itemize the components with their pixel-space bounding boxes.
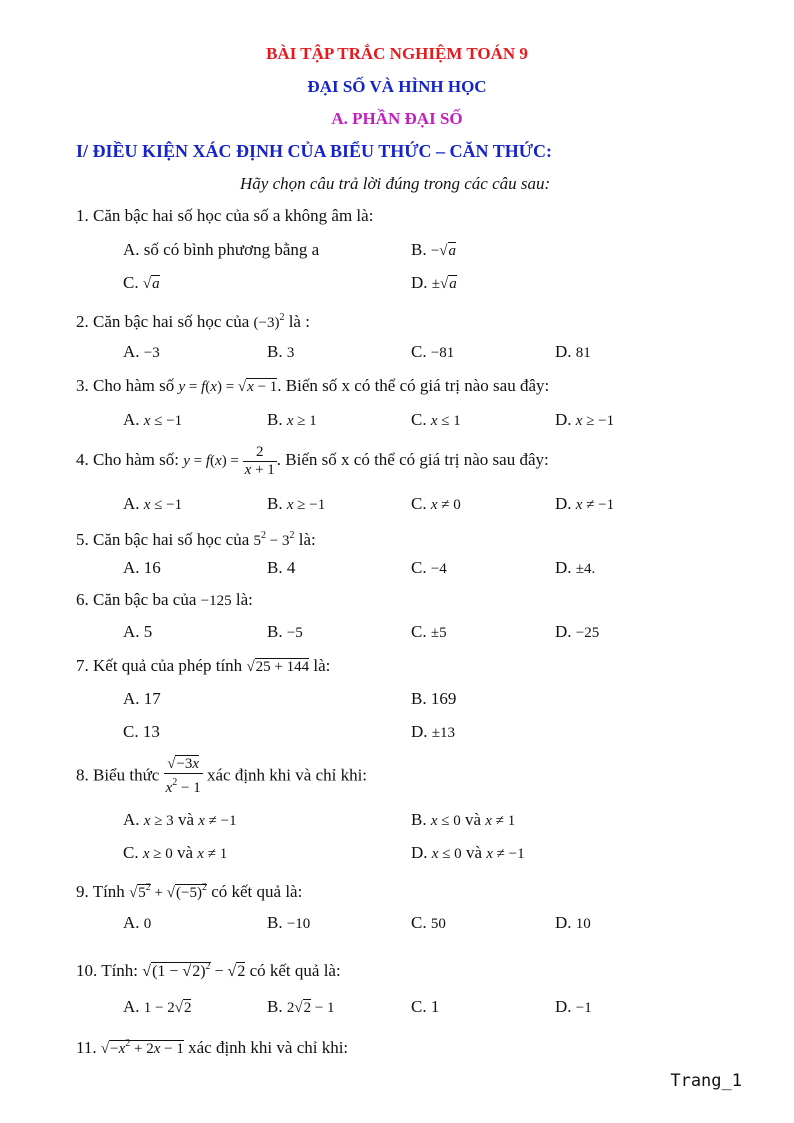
question-4: 4. Cho hàm số: y = f(x) = $\frac{2}{x + 1}$ . Biến số x có thể có giá trị nào sau đây: — [76, 443, 549, 478]
q4-option-c: C. x ≠ 0 — [411, 494, 461, 513]
question-5: 5. Căn bậc hai số học của $5^2 - 3^2$ là: — [76, 530, 316, 549]
question-7: 7. Kết quả của phép tính √25 + 144 là: — [76, 656, 331, 675]
q5-option-d: D. ±4. — [555, 558, 596, 577]
q6-option-d: D. −25 — [555, 622, 600, 641]
question-6: 6. Căn bậc ba của −125 là: — [76, 590, 253, 609]
q9-option-c: C. 50 — [411, 913, 446, 932]
q6-option-b: B. −5 — [267, 622, 303, 641]
q8-option-a: A. x ≥ 3 và x ≠ −1 — [123, 810, 237, 829]
section-title: I/ ĐIỀU KIỆN XÁC ĐỊNH CỦA BIỂU THỨC – CĂN THỨC: — [76, 141, 553, 161]
q2-option-a: A. −3 — [123, 342, 160, 361]
document-subtitle: ĐẠI SỐ VÀ HÌNH HỌC — [307, 77, 487, 96]
q9-option-b: B. −10 — [267, 913, 311, 932]
q5-option-a: A. 16 — [123, 558, 161, 577]
q1-option-c: C. √a — [123, 273, 160, 292]
q2-option-b: B. 3 — [267, 342, 295, 361]
q7-option-b: B. 169 — [411, 689, 457, 708]
question-1: 1. Căn bậc hai số học của số a không âm là: — [76, 206, 374, 225]
q8-option-d: D. x ≤ 0 và x ≠ −1 — [411, 843, 525, 862]
q1-option-a: A. số có bình phương bằng a — [123, 240, 320, 259]
question-2: 2. Căn bậc hai số học của $(-3)^2$ là : — [76, 312, 310, 331]
q6-option-a: A. 5 — [123, 622, 153, 641]
q3-option-b: B. x ≥ 1 — [267, 410, 317, 429]
q10-option-c: C. 1 — [411, 997, 440, 1016]
question-10: 10. Tính: $√(1 - √2)^2 - √2$ có kết quả là: — [76, 961, 341, 980]
q7-option-d: D. ±13 — [411, 722, 456, 741]
q1-option-b: B. −√a — [411, 240, 457, 259]
q10-option-d: D. −1 — [555, 997, 592, 1016]
instruction: Hãy chọn câu trả lời đúng trong các câu sau: — [240, 174, 551, 193]
q4-option-b: B. x ≥ −1 — [267, 494, 326, 513]
part-title: A. PHẦN ĐẠI SỐ — [331, 109, 463, 128]
q7-option-a: A. 17 — [123, 689, 161, 708]
q2-option-d: D. 81 — [555, 342, 591, 361]
q5-option-b: B. 4 — [267, 558, 296, 577]
q3-option-a: A. x ≤ −1 — [123, 410, 183, 429]
q2-option-c: C. −81 — [411, 342, 455, 361]
q9-option-a: A. 0 — [123, 913, 152, 932]
page-number: Trang_1 — [670, 1071, 742, 1091]
q4-option-d: D. x ≠ −1 — [555, 494, 615, 513]
question-9: 9. Tính $√5^2 + √(-5)^2$ có kết quả là: — [76, 882, 303, 901]
q8-option-b: B. x ≤ 0 và x ≠ 1 — [411, 810, 516, 829]
q5-option-c: C. −4 — [411, 558, 447, 577]
q8-option-c: C. x ≥ 0 và x ≠ 1 — [123, 843, 228, 862]
q4-option-a: A. x ≤ −1 — [123, 494, 183, 513]
q10-option-b: B. 2√2 − 1 — [267, 997, 335, 1016]
q3-option-c: C. x ≤ 1 — [411, 410, 461, 429]
question-11: 11. $√-x^2 + 2x - 1$ xác định khi và chỉ khi: — [76, 1038, 349, 1057]
q1-option-d: D. ±√a — [411, 273, 457, 292]
question-3: 3. Cho hàm số y = f(x) = √x − 1. Biến số x có thể có giá trị nào sau đây: — [76, 376, 550, 395]
question-8: 8. Biểu thức $\frac{√-3x}{x^2 - 1}$ xác định khi và chỉ khi: — [76, 756, 368, 796]
q6-option-c: C. ±5 — [411, 622, 447, 641]
q7-option-c: C. 13 — [123, 722, 160, 741]
q10-option-a: A. 1 − 2√2 — [123, 997, 192, 1016]
q9-option-d: D. 10 — [555, 913, 591, 932]
document-title: BÀI TẬP TRẮC NGHIỆM TOÁN 9 — [266, 44, 528, 63]
q3-option-d: D. x ≥ −1 — [555, 410, 615, 429]
